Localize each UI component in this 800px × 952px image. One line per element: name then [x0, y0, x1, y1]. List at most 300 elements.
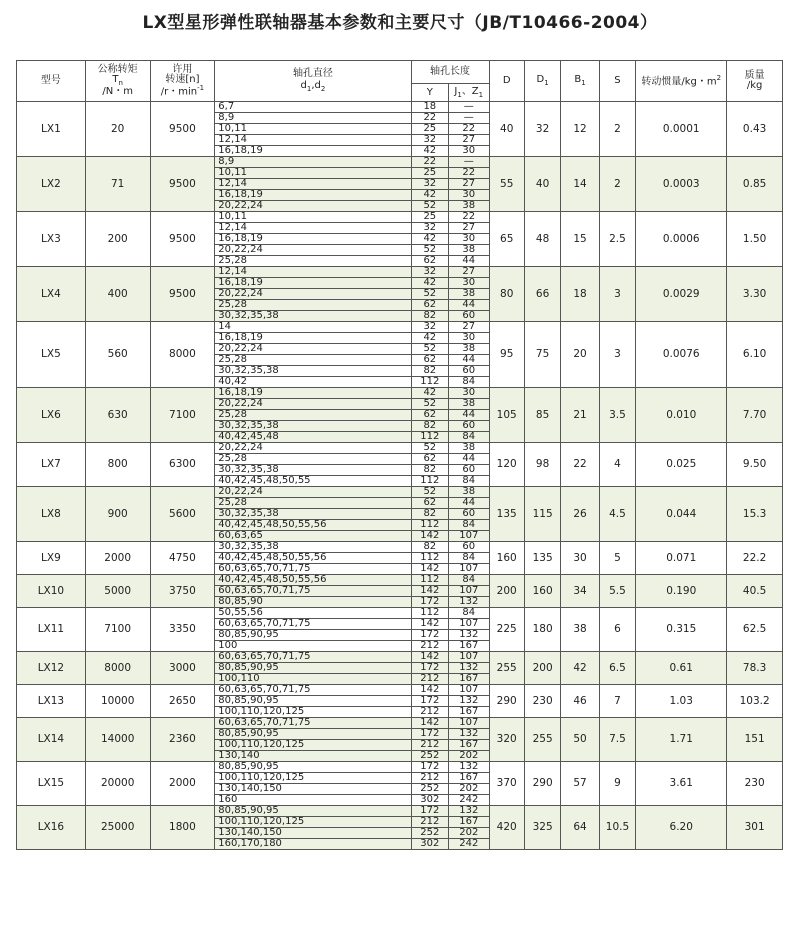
torque-cell: 2000: [85, 542, 150, 575]
length-y-cell: 112: [411, 377, 448, 388]
bore-diameter-cell: 30,32,35,38: [215, 542, 411, 553]
D1-cell: 85: [524, 388, 560, 443]
length-y-cell: 82: [411, 366, 448, 377]
length-jz-cell: 202: [449, 784, 489, 795]
B1-cell: 46: [561, 685, 599, 718]
D-cell: 65: [489, 212, 524, 267]
D1-cell: 255: [524, 718, 560, 762]
length-y-cell: 212: [411, 817, 448, 828]
length-jz-cell: 167: [449, 817, 489, 828]
torque-cell: 14000: [85, 718, 150, 762]
bore-diameter-cell: 20,22,24: [215, 399, 411, 410]
length-jz-cell: 38: [449, 443, 489, 454]
table-row: [17, 443, 783, 454]
model-cell: LX8: [17, 487, 86, 542]
length-y-cell: 42: [411, 333, 448, 344]
length-y-cell: 112: [411, 520, 448, 531]
D1-cell: 98: [524, 443, 560, 487]
torque-cell: 20: [85, 102, 150, 157]
bore-diameter-cell: 8,9: [215, 113, 411, 124]
length-jz-cell: 27: [449, 322, 489, 333]
length-jz-cell: 84: [449, 575, 489, 586]
length-jz-cell: 38: [449, 487, 489, 498]
bore-diameter-cell: 16,18,19: [215, 278, 411, 289]
length-y-cell: 302: [411, 839, 448, 850]
inertia-cell: 0.0003: [636, 157, 727, 212]
D-cell: 55: [489, 157, 524, 212]
length-y-cell: 142: [411, 652, 448, 663]
bore-diameter-cell: 160,170,180: [215, 839, 411, 850]
S-cell: 2: [599, 157, 635, 212]
length-jz-cell: 30: [449, 234, 489, 245]
length-jz-cell: 84: [449, 520, 489, 531]
length-jz-cell: 30: [449, 146, 489, 157]
speed-cell: 9500: [150, 212, 215, 267]
model-cell: LX3: [17, 212, 86, 267]
bore-diameter-cell: 30,32,35,38: [215, 421, 411, 432]
D1-cell: 115: [524, 487, 560, 542]
bore-diameter-cell: 10,11: [215, 124, 411, 135]
length-y-cell: 62: [411, 256, 448, 267]
S-cell: 7.5: [599, 718, 635, 762]
D-cell: 200: [489, 575, 524, 608]
bore-diameter-cell: 12,14: [215, 223, 411, 234]
S-cell: 6.5: [599, 652, 635, 685]
model-group-lx8: [17, 487, 783, 542]
bore-diameter-cell: 40,42,45,48,50,55,56: [215, 520, 411, 531]
length-jz-cell: 38: [449, 289, 489, 300]
bore-diameter-cell: 60,63,65,70,71,75: [215, 586, 411, 597]
mass-cell: 15.3: [727, 487, 783, 542]
length-y-cell: 32: [411, 267, 448, 278]
length-y-cell: 212: [411, 641, 448, 652]
D1-cell: 200: [524, 652, 560, 685]
mass-cell: 62.5: [727, 608, 783, 652]
length-y-cell: 52: [411, 201, 448, 212]
bore-diameter-cell: 80,85,90: [215, 597, 411, 608]
length-y-cell: 25: [411, 124, 448, 135]
length-y-cell: 212: [411, 707, 448, 718]
speed-cell: 2360: [150, 718, 215, 762]
length-jz-cell: 107: [449, 619, 489, 630]
model-cell: LX5: [17, 322, 86, 388]
length-jz-cell: 44: [449, 300, 489, 311]
model-group-lx13: [17, 685, 783, 718]
length-jz-cell: 132: [449, 597, 489, 608]
inertia-cell: 3.61: [636, 762, 727, 806]
bore-diameter-cell: 40,42,45,48: [215, 432, 411, 443]
model-cell: LX4: [17, 267, 86, 322]
D-cell: 120: [489, 443, 524, 487]
D-cell: 370: [489, 762, 524, 806]
S-cell: 5.5: [599, 575, 635, 608]
length-y-cell: 82: [411, 509, 448, 520]
length-y-cell: 32: [411, 179, 448, 190]
length-y-cell: 52: [411, 487, 448, 498]
length-y-cell: 142: [411, 564, 448, 575]
B1-cell: 15: [561, 212, 599, 267]
bore-diameter-cell: 60,63,65: [215, 531, 411, 542]
bore-diameter-cell: 20,22,24: [215, 487, 411, 498]
bore-diameter-cell: 130,140: [215, 751, 411, 762]
model-group-lx2: [17, 157, 783, 212]
D1-cell: 40: [524, 157, 560, 212]
mass-cell: 22.2: [727, 542, 783, 575]
bore-diameter-cell: 10,11: [215, 168, 411, 179]
table-row: [17, 575, 783, 586]
length-y-cell: 32: [411, 223, 448, 234]
length-jz-cell: 84: [449, 553, 489, 564]
bore-diameter-cell: 100,110,120,125: [215, 773, 411, 784]
length-jz-cell: 167: [449, 707, 489, 718]
header-bore-diameter: 轴孔直径 $d_1,d_2$: [215, 61, 411, 102]
length-jz-cell: —: [449, 157, 489, 168]
bore-diameter-cell: 100,110,120,125: [215, 707, 411, 718]
bore-diameter-cell: 130,140,150: [215, 828, 411, 839]
length-jz-cell: 22: [449, 124, 489, 135]
speed-cell: 9500: [150, 267, 215, 322]
table-row: [17, 212, 783, 223]
B1-cell: 22: [561, 443, 599, 487]
length-y-cell: 302: [411, 795, 448, 806]
inertia-cell: 0.61: [636, 652, 727, 685]
model-group-lx4: [17, 267, 783, 322]
bore-diameter-cell: 100: [215, 641, 411, 652]
length-y-cell: 52: [411, 289, 448, 300]
length-jz-cell: 27: [449, 179, 489, 190]
header-inertia: 转动惯量/kg・$m^2$: [636, 61, 727, 102]
length-y-cell: 172: [411, 762, 448, 773]
length-y-cell: 25: [411, 168, 448, 179]
length-y-cell: 32: [411, 135, 448, 146]
S-cell: 4: [599, 443, 635, 487]
inertia-cell: 0.0029: [636, 267, 727, 322]
header-model: 型号: [17, 61, 86, 102]
torque-cell: 800: [85, 443, 150, 487]
model-group-lx16: [17, 806, 783, 850]
length-jz-cell: 84: [449, 432, 489, 443]
bore-diameter-cell: 12,14: [215, 267, 411, 278]
B1-cell: 30: [561, 542, 599, 575]
table-row: [17, 487, 783, 498]
length-jz-cell: 132: [449, 663, 489, 674]
S-cell: 2.5: [599, 212, 635, 267]
bore-diameter-cell: 25,28: [215, 355, 411, 366]
D1-cell: 48: [524, 212, 560, 267]
length-y-cell: 42: [411, 234, 448, 245]
length-y-cell: 212: [411, 674, 448, 685]
B1-cell: 18: [561, 267, 599, 322]
D1-cell: 325: [524, 806, 560, 850]
S-cell: 5: [599, 542, 635, 575]
bore-diameter-cell: 100,110,120,125: [215, 817, 411, 828]
B1-cell: 21: [561, 388, 599, 443]
torque-cell: 200: [85, 212, 150, 267]
speed-cell: 3750: [150, 575, 215, 608]
speed-cell: 9500: [150, 102, 215, 157]
length-jz-cell: —: [449, 113, 489, 124]
torque-cell: 8000: [85, 652, 150, 685]
table-row: [17, 267, 783, 278]
bore-diameter-cell: 50,55,56: [215, 608, 411, 619]
length-y-cell: 252: [411, 751, 448, 762]
bore-diameter-cell: 14: [215, 322, 411, 333]
length-jz-cell: 167: [449, 773, 489, 784]
inertia-cell: 0.315: [636, 608, 727, 652]
length-jz-cell: 84: [449, 476, 489, 487]
inertia-cell: 0.044: [636, 487, 727, 542]
length-y-cell: 82: [411, 311, 448, 322]
B1-cell: 20: [561, 322, 599, 388]
length-jz-cell: 60: [449, 311, 489, 322]
bore-diameter-cell: 80,85,90,95: [215, 630, 411, 641]
bore-diameter-cell: 80,85,90,95: [215, 729, 411, 740]
length-y-cell: 172: [411, 630, 448, 641]
length-jz-cell: 107: [449, 564, 489, 575]
model-group-lx5: [17, 322, 783, 388]
model-group-lx7: [17, 443, 783, 487]
model-cell: LX15: [17, 762, 86, 806]
B1-cell: 26: [561, 487, 599, 542]
bore-diameter-cell: 40,42,45,48,50,55,56: [215, 553, 411, 564]
D1-cell: 135: [524, 542, 560, 575]
length-y-cell: 52: [411, 245, 448, 256]
length-jz-cell: 60: [449, 465, 489, 476]
B1-cell: 38: [561, 608, 599, 652]
length-jz-cell: 44: [449, 355, 489, 366]
mass-cell: 151: [727, 718, 783, 762]
length-jz-cell: 202: [449, 751, 489, 762]
length-jz-cell: 27: [449, 267, 489, 278]
table-row: [17, 685, 783, 696]
torque-cell: 560: [85, 322, 150, 388]
S-cell: 2: [599, 102, 635, 157]
length-y-cell: 25: [411, 212, 448, 223]
length-jz-cell: 38: [449, 201, 489, 212]
length-y-cell: 172: [411, 597, 448, 608]
B1-cell: 57: [561, 762, 599, 806]
page-title: LX型星形弹性联轴器基本参数和主要尺寸（JB/T10466-2004）: [142, 13, 658, 33]
header-speed: 许用 转速[n] /r・$\min^{-1}$: [150, 61, 215, 102]
D1-cell: 32: [524, 102, 560, 157]
inertia-cell: 0.071: [636, 542, 727, 575]
mass-cell: 0.43: [727, 102, 783, 157]
speed-cell: 7100: [150, 388, 215, 443]
length-y-cell: 22: [411, 113, 448, 124]
bore-diameter-cell: 80,85,90,95: [215, 762, 411, 773]
model-cell: LX1: [17, 102, 86, 157]
length-y-cell: 252: [411, 828, 448, 839]
S-cell: 9: [599, 762, 635, 806]
length-jz-cell: 30: [449, 278, 489, 289]
header-D1: $D_1$: [524, 61, 560, 102]
bore-diameter-cell: 60,63,65,70,71,75: [215, 564, 411, 575]
D1-cell: 160: [524, 575, 560, 608]
speed-cell: 8000: [150, 322, 215, 388]
torque-cell: 400: [85, 267, 150, 322]
bore-diameter-cell: 130,140,150: [215, 784, 411, 795]
bore-diameter-cell: 80,85,90,95: [215, 806, 411, 817]
D-cell: 255: [489, 652, 524, 685]
bore-diameter-cell: 30,32,35,38: [215, 509, 411, 520]
length-y-cell: 172: [411, 696, 448, 707]
bore-diameter-cell: 6,7: [215, 102, 411, 113]
model-cell: LX16: [17, 806, 86, 850]
length-y-cell: 252: [411, 784, 448, 795]
bore-diameter-cell: 25,28: [215, 410, 411, 421]
length-y-cell: 62: [411, 498, 448, 509]
length-y-cell: 142: [411, 685, 448, 696]
model-cell: LX10: [17, 575, 86, 608]
bore-diameter-cell: 20,22,24: [215, 201, 411, 212]
speed-cell: 2000: [150, 762, 215, 806]
length-jz-cell: 30: [449, 333, 489, 344]
inertia-cell: 1.03: [636, 685, 727, 718]
length-jz-cell: 242: [449, 839, 489, 850]
length-jz-cell: 22: [449, 168, 489, 179]
length-jz-cell: —: [449, 102, 489, 113]
length-jz-cell: 44: [449, 410, 489, 421]
D1-cell: 180: [524, 608, 560, 652]
model-cell: LX7: [17, 443, 86, 487]
model-cell: LX12: [17, 652, 86, 685]
bore-diameter-cell: 60,63,65,70,71,75: [215, 619, 411, 630]
table-row: [17, 608, 783, 619]
bore-diameter-cell: 80,85,90,95: [215, 696, 411, 707]
length-jz-cell: 44: [449, 454, 489, 465]
length-y-cell: 172: [411, 663, 448, 674]
table-row: [17, 102, 783, 113]
mass-cell: 1.50: [727, 212, 783, 267]
S-cell: 6: [599, 608, 635, 652]
torque-cell: 7100: [85, 608, 150, 652]
length-jz-cell: 60: [449, 509, 489, 520]
model-group-lx14: [17, 718, 783, 762]
length-jz-cell: 167: [449, 641, 489, 652]
bore-diameter-cell: 12,14: [215, 135, 411, 146]
mass-cell: 0.85: [727, 157, 783, 212]
S-cell: 4.5: [599, 487, 635, 542]
length-jz-cell: 242: [449, 795, 489, 806]
length-jz-cell: 44: [449, 498, 489, 509]
model-group-lx15: [17, 762, 783, 806]
bore-diameter-cell: 30,32,35,38: [215, 311, 411, 322]
bore-diameter-cell: 60,63,65,70,71,75: [215, 718, 411, 729]
bore-diameter-cell: 30,32,35,38: [215, 465, 411, 476]
length-y-cell: 142: [411, 718, 448, 729]
inertia-cell: 0.0001: [636, 102, 727, 157]
length-y-cell: 18: [411, 102, 448, 113]
S-cell: 3: [599, 267, 635, 322]
D1-cell: 230: [524, 685, 560, 718]
B1-cell: 42: [561, 652, 599, 685]
mass-cell: 3.30: [727, 267, 783, 322]
D-cell: 105: [489, 388, 524, 443]
inertia-cell: 6.20: [636, 806, 727, 850]
length-y-cell: 212: [411, 740, 448, 751]
length-y-cell: 62: [411, 410, 448, 421]
length-y-cell: 112: [411, 553, 448, 564]
length-y-cell: 32: [411, 322, 448, 333]
torque-cell: 20000: [85, 762, 150, 806]
D1-cell: 290: [524, 762, 560, 806]
header-torque: 公称转矩 $T_n$ /N・m: [85, 61, 150, 102]
torque-cell: 71: [85, 157, 150, 212]
length-y-cell: 62: [411, 355, 448, 366]
table-row: [17, 542, 783, 553]
bore-diameter-cell: 160: [215, 795, 411, 806]
length-jz-cell: 60: [449, 366, 489, 377]
model-group-lx11: [17, 608, 783, 652]
length-jz-cell: 38: [449, 245, 489, 256]
length-y-cell: 52: [411, 344, 448, 355]
B1-cell: 14: [561, 157, 599, 212]
model-cell: LX6: [17, 388, 86, 443]
model-cell: LX2: [17, 157, 86, 212]
length-y-cell: 82: [411, 542, 448, 553]
length-jz-cell: 38: [449, 344, 489, 355]
length-y-cell: 212: [411, 773, 448, 784]
length-jz-cell: 107: [449, 531, 489, 542]
D-cell: 290: [489, 685, 524, 718]
mass-cell: 6.10: [727, 322, 783, 388]
bore-diameter-cell: 16,18,19: [215, 190, 411, 201]
bore-diameter-cell: 30,32,35,38: [215, 366, 411, 377]
speed-cell: 9500: [150, 157, 215, 212]
bore-diameter-cell: 12,14: [215, 179, 411, 190]
D-cell: 420: [489, 806, 524, 850]
mass-cell: 9.50: [727, 443, 783, 487]
length-jz-cell: 27: [449, 135, 489, 146]
bore-diameter-cell: 16,18,19: [215, 234, 411, 245]
bore-diameter-cell: 60,63,65,70,71,75: [215, 652, 411, 663]
length-jz-cell: 132: [449, 806, 489, 817]
model-group-lx1: [17, 102, 783, 157]
length-y-cell: 42: [411, 278, 448, 289]
mass-cell: 40.5: [727, 575, 783, 608]
length-jz-cell: 132: [449, 630, 489, 641]
model-cell: LX9: [17, 542, 86, 575]
length-y-cell: 112: [411, 432, 448, 443]
inertia-cell: 0.010: [636, 388, 727, 443]
model-group-lx9: [17, 542, 783, 575]
header-J1Z1: $J_1$、$Z_1$: [449, 84, 489, 102]
header-S: S: [599, 61, 635, 102]
D1-cell: 66: [524, 267, 560, 322]
length-y-cell: 112: [411, 608, 448, 619]
table-row: [17, 652, 783, 663]
mass-cell: 7.70: [727, 388, 783, 443]
length-jz-cell: 84: [449, 608, 489, 619]
length-y-cell: 172: [411, 729, 448, 740]
length-y-cell: 42: [411, 388, 448, 399]
model-cell: LX14: [17, 718, 86, 762]
bore-diameter-cell: 16,18,19: [215, 388, 411, 399]
table-row: [17, 718, 783, 729]
length-y-cell: 172: [411, 806, 448, 817]
model-cell: LX11: [17, 608, 86, 652]
length-jz-cell: 38: [449, 399, 489, 410]
length-jz-cell: 60: [449, 421, 489, 432]
B1-cell: 12: [561, 102, 599, 157]
D-cell: 80: [489, 267, 524, 322]
model-group-lx6: [17, 388, 783, 443]
length-y-cell: 52: [411, 399, 448, 410]
header-D: D: [489, 61, 524, 102]
length-jz-cell: 132: [449, 696, 489, 707]
bore-diameter-cell: 80,85,90,95: [215, 663, 411, 674]
length-y-cell: 112: [411, 476, 448, 487]
